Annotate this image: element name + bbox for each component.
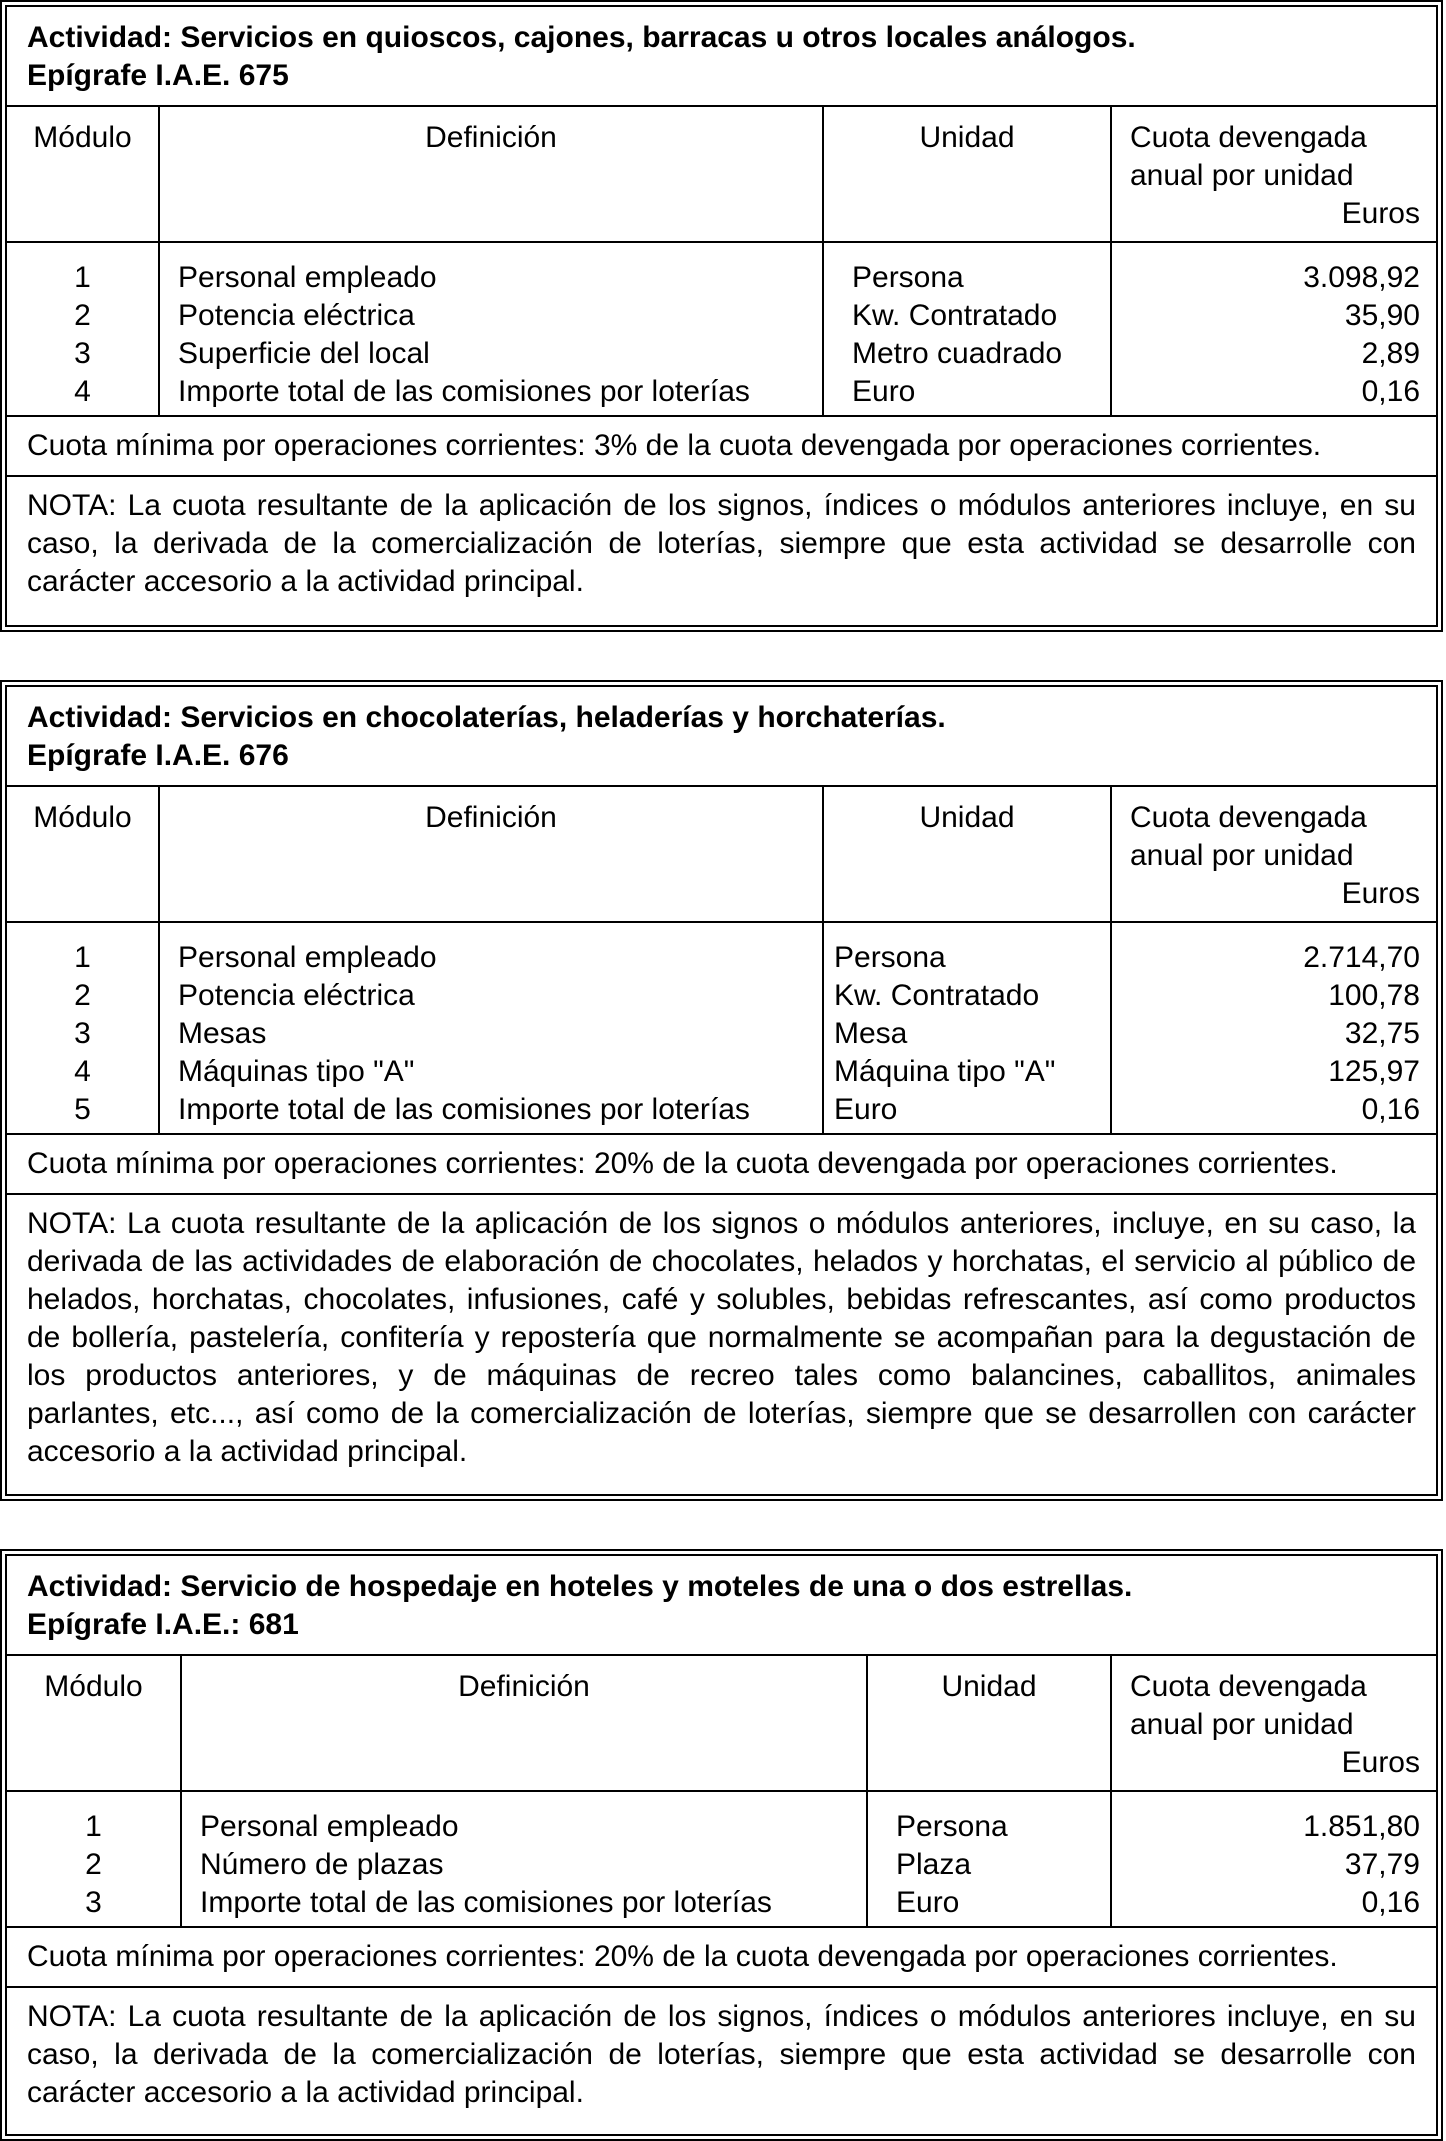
table-rows xyxy=(7,242,1436,416)
nota-text: NOTA: La cuota resultante de la aplicación de los signos, índices o módulos anteriores incluye, en su caso, la derivada de la comercialización de loterías, siempre que esta actividad se desarrolle con carácter accesorio a la actividad principal. xyxy=(27,489,1416,598)
unidad-value: Máquina tipo "A" xyxy=(834,1055,1056,1088)
definicion-value: Número de plazas xyxy=(200,1848,444,1881)
definicion-value: Potencia eléctrica xyxy=(178,299,415,332)
unidad-column xyxy=(823,922,1111,1134)
cuota-header-line2: anual por unidad xyxy=(1130,839,1354,872)
unidad-value: Persona xyxy=(896,1810,1008,1843)
modulo-column xyxy=(7,242,159,416)
definicion-column xyxy=(159,242,823,416)
modulo-value: 4 xyxy=(74,1055,91,1088)
cuota-value: 37,79 xyxy=(1344,1848,1420,1881)
col-modulo-header: Módulo xyxy=(7,106,159,242)
unidad-column xyxy=(867,1791,1111,1927)
cuota-value: 0,16 xyxy=(1361,375,1420,408)
unidad-value: Persona xyxy=(834,941,946,974)
col-unidad-header: Unidad xyxy=(823,786,1111,922)
table-block-681 xyxy=(0,1549,1443,2141)
cuota-header-currency: Euros xyxy=(1341,877,1420,910)
cuota-minima-text: Cuota mínima por operaciones corrientes: 20% de la cuota devengada por operaciones corrientes. xyxy=(7,1134,1436,1194)
cuota-value: 2.714,70 xyxy=(1303,941,1420,974)
unidad-value: Mesa xyxy=(834,1017,908,1050)
cuota-header-line1: Cuota devengada xyxy=(1130,121,1367,154)
col-unidad-header: Unidad xyxy=(867,1655,1111,1791)
cuota-header-line2: anual por unidad xyxy=(1130,159,1354,192)
definicion-value: Mesas xyxy=(178,1017,267,1050)
col-unidad-header: Unidad xyxy=(823,106,1111,242)
cuota-value: 1.851,80 xyxy=(1303,1810,1420,1843)
cuota-value: 32,75 xyxy=(1344,1017,1420,1050)
cuota-value: 125,97 xyxy=(1328,1055,1420,1088)
definicion-value: Importe total de las comisiones por loterías xyxy=(200,1886,772,1919)
column-headers xyxy=(7,106,1436,242)
cuota-header-currency: Euros xyxy=(1341,197,1420,230)
unidad-value: Euro xyxy=(834,1093,898,1126)
unidad-column xyxy=(823,242,1111,416)
module-table xyxy=(7,687,1436,1479)
activity-header xyxy=(7,687,1436,786)
col-modulo-header: Módulo xyxy=(7,1655,181,1791)
cuota-minima-text: Cuota mínima por operaciones corrientes: 3% de la cuota devengada por operaciones corrientes. xyxy=(7,416,1436,476)
nota-text: NOTA: La cuota resultante de la aplicación de los signos, índices o módulos anteriores incluye, en su caso, la derivada de la comercialización de loterías, siempre que esta actividad se desarrolle con carácter accesorio a la actividad principal. xyxy=(27,2000,1416,2109)
table-block-676 xyxy=(0,680,1443,1501)
unidad-value: Metro cuadrado xyxy=(852,337,1063,370)
modulo-value: 1 xyxy=(74,941,91,974)
epigrafe-label: Epígrafe I.A.E. 675 xyxy=(27,59,289,92)
modulo-value: 3 xyxy=(74,1017,91,1050)
cuota-header-line1: Cuota devengada xyxy=(1130,1670,1367,1703)
cuota-header-line1: Cuota devengada xyxy=(1130,801,1367,834)
definicion-value: Personal empleado xyxy=(200,1810,459,1843)
cuota-minima-text: Cuota mínima por operaciones corrientes: 20% de la cuota devengada por operaciones corrientes. xyxy=(7,1927,1436,1987)
col-cuota-header xyxy=(1111,1655,1436,1791)
column-headers xyxy=(7,786,1436,922)
modulo-value: 1 xyxy=(85,1810,102,1843)
modulo-value: 5 xyxy=(74,1093,91,1126)
definicion-value: Máquinas tipo "A" xyxy=(178,1055,415,1088)
cuota-header-line2: anual por unidad xyxy=(1130,1708,1354,1741)
unidad-value: Euro xyxy=(852,375,916,408)
activity-header xyxy=(7,7,1436,106)
unidad-value: Persona xyxy=(852,261,964,294)
col-definicion-header: Definición xyxy=(159,786,823,922)
definicion-value: Potencia eléctrica xyxy=(178,979,415,1012)
modulo-value: 2 xyxy=(74,979,91,1012)
epigrafe-label: Epígrafe I.A.E. 676 xyxy=(27,739,289,772)
activity-title: Actividad: Servicio de hospedaje en hoteles y moteles de una o dos estrellas. xyxy=(27,1570,1133,1603)
column-headers xyxy=(7,1655,1436,1791)
modulo-value: 4 xyxy=(74,375,91,408)
modulo-value: 2 xyxy=(85,1848,102,1881)
definicion-value: Superficie del local xyxy=(178,337,430,370)
cuota-value: 35,90 xyxy=(1344,299,1420,332)
modulo-value: 2 xyxy=(74,299,91,332)
module-table xyxy=(7,7,1436,609)
col-cuota-header xyxy=(1111,786,1436,922)
col-cuota-header xyxy=(1111,106,1436,242)
unidad-value: Plaza xyxy=(896,1848,972,1881)
cuota-header-currency: Euros xyxy=(1341,1746,1420,1779)
cuota-column xyxy=(1111,1791,1436,1927)
activity-title: Actividad: Servicios en quioscos, cajones, barracas u otros locales análogos. xyxy=(27,21,1136,54)
module-table xyxy=(7,1556,1436,2120)
col-definicion-header: Definición xyxy=(159,106,823,242)
epigrafe-label: Epígrafe I.A.E.: 681 xyxy=(27,1608,299,1641)
modulo-column xyxy=(7,922,159,1134)
cuota-value: 3.098,92 xyxy=(1303,261,1420,294)
cuota-column xyxy=(1111,242,1436,416)
unidad-value: Kw. Contratado xyxy=(834,979,1040,1012)
definicion-value: Importe total de las comisiones por loterías xyxy=(178,1093,750,1126)
definicion-value: Importe total de las comisiones por loterías xyxy=(178,375,750,408)
table-block-675 xyxy=(0,0,1443,632)
definicion-value: Personal empleado xyxy=(178,261,437,294)
modulo-value: 3 xyxy=(74,337,91,370)
modulo-value: 1 xyxy=(74,261,91,294)
unidad-value: Kw. Contratado xyxy=(852,299,1058,332)
cuota-value: 0,16 xyxy=(1361,1886,1420,1919)
table-rows xyxy=(7,1791,1436,1927)
cuota-value: 100,78 xyxy=(1328,979,1420,1012)
modulo-value: 3 xyxy=(85,1886,102,1919)
definicion-column xyxy=(181,1791,867,1927)
cuota-column xyxy=(1111,922,1436,1134)
col-definicion-header: Definición xyxy=(181,1655,867,1791)
cuota-value: 2,89 xyxy=(1361,337,1420,370)
definicion-column xyxy=(159,922,823,1134)
table-rows xyxy=(7,922,1436,1134)
unidad-value: Euro xyxy=(896,1886,960,1919)
cuota-value: 0,16 xyxy=(1361,1093,1420,1126)
nota-text: NOTA: La cuota resultante de la aplicación de los signos o módulos anteriores, incluye, en su caso, la derivada de las actividades de elaboración de chocolates, helados y horchatas, el servicio al público de helados, horchatas, chocolates, infusiones, café y solubles, bebidas refrescantes, así como productos de bollería, pastelería, confitería y repostería que normalmente se acompañan para la degustación de los productos anteriores, y de máquinas de recreo tales como balancines, caballitos, animales parlantes, etc..., así como de la comercialización de loterías, siempre que se desarrollen con carácter accesorio a la actividad principal. xyxy=(27,1207,1416,1468)
modulo-column xyxy=(7,1791,181,1927)
col-modulo-header: Módulo xyxy=(7,786,159,922)
activity-title: Actividad: Servicios en chocolaterías, heladerías y horchaterías. xyxy=(27,701,946,734)
activity-header xyxy=(7,1556,1436,1655)
definicion-value: Personal empleado xyxy=(178,941,437,974)
